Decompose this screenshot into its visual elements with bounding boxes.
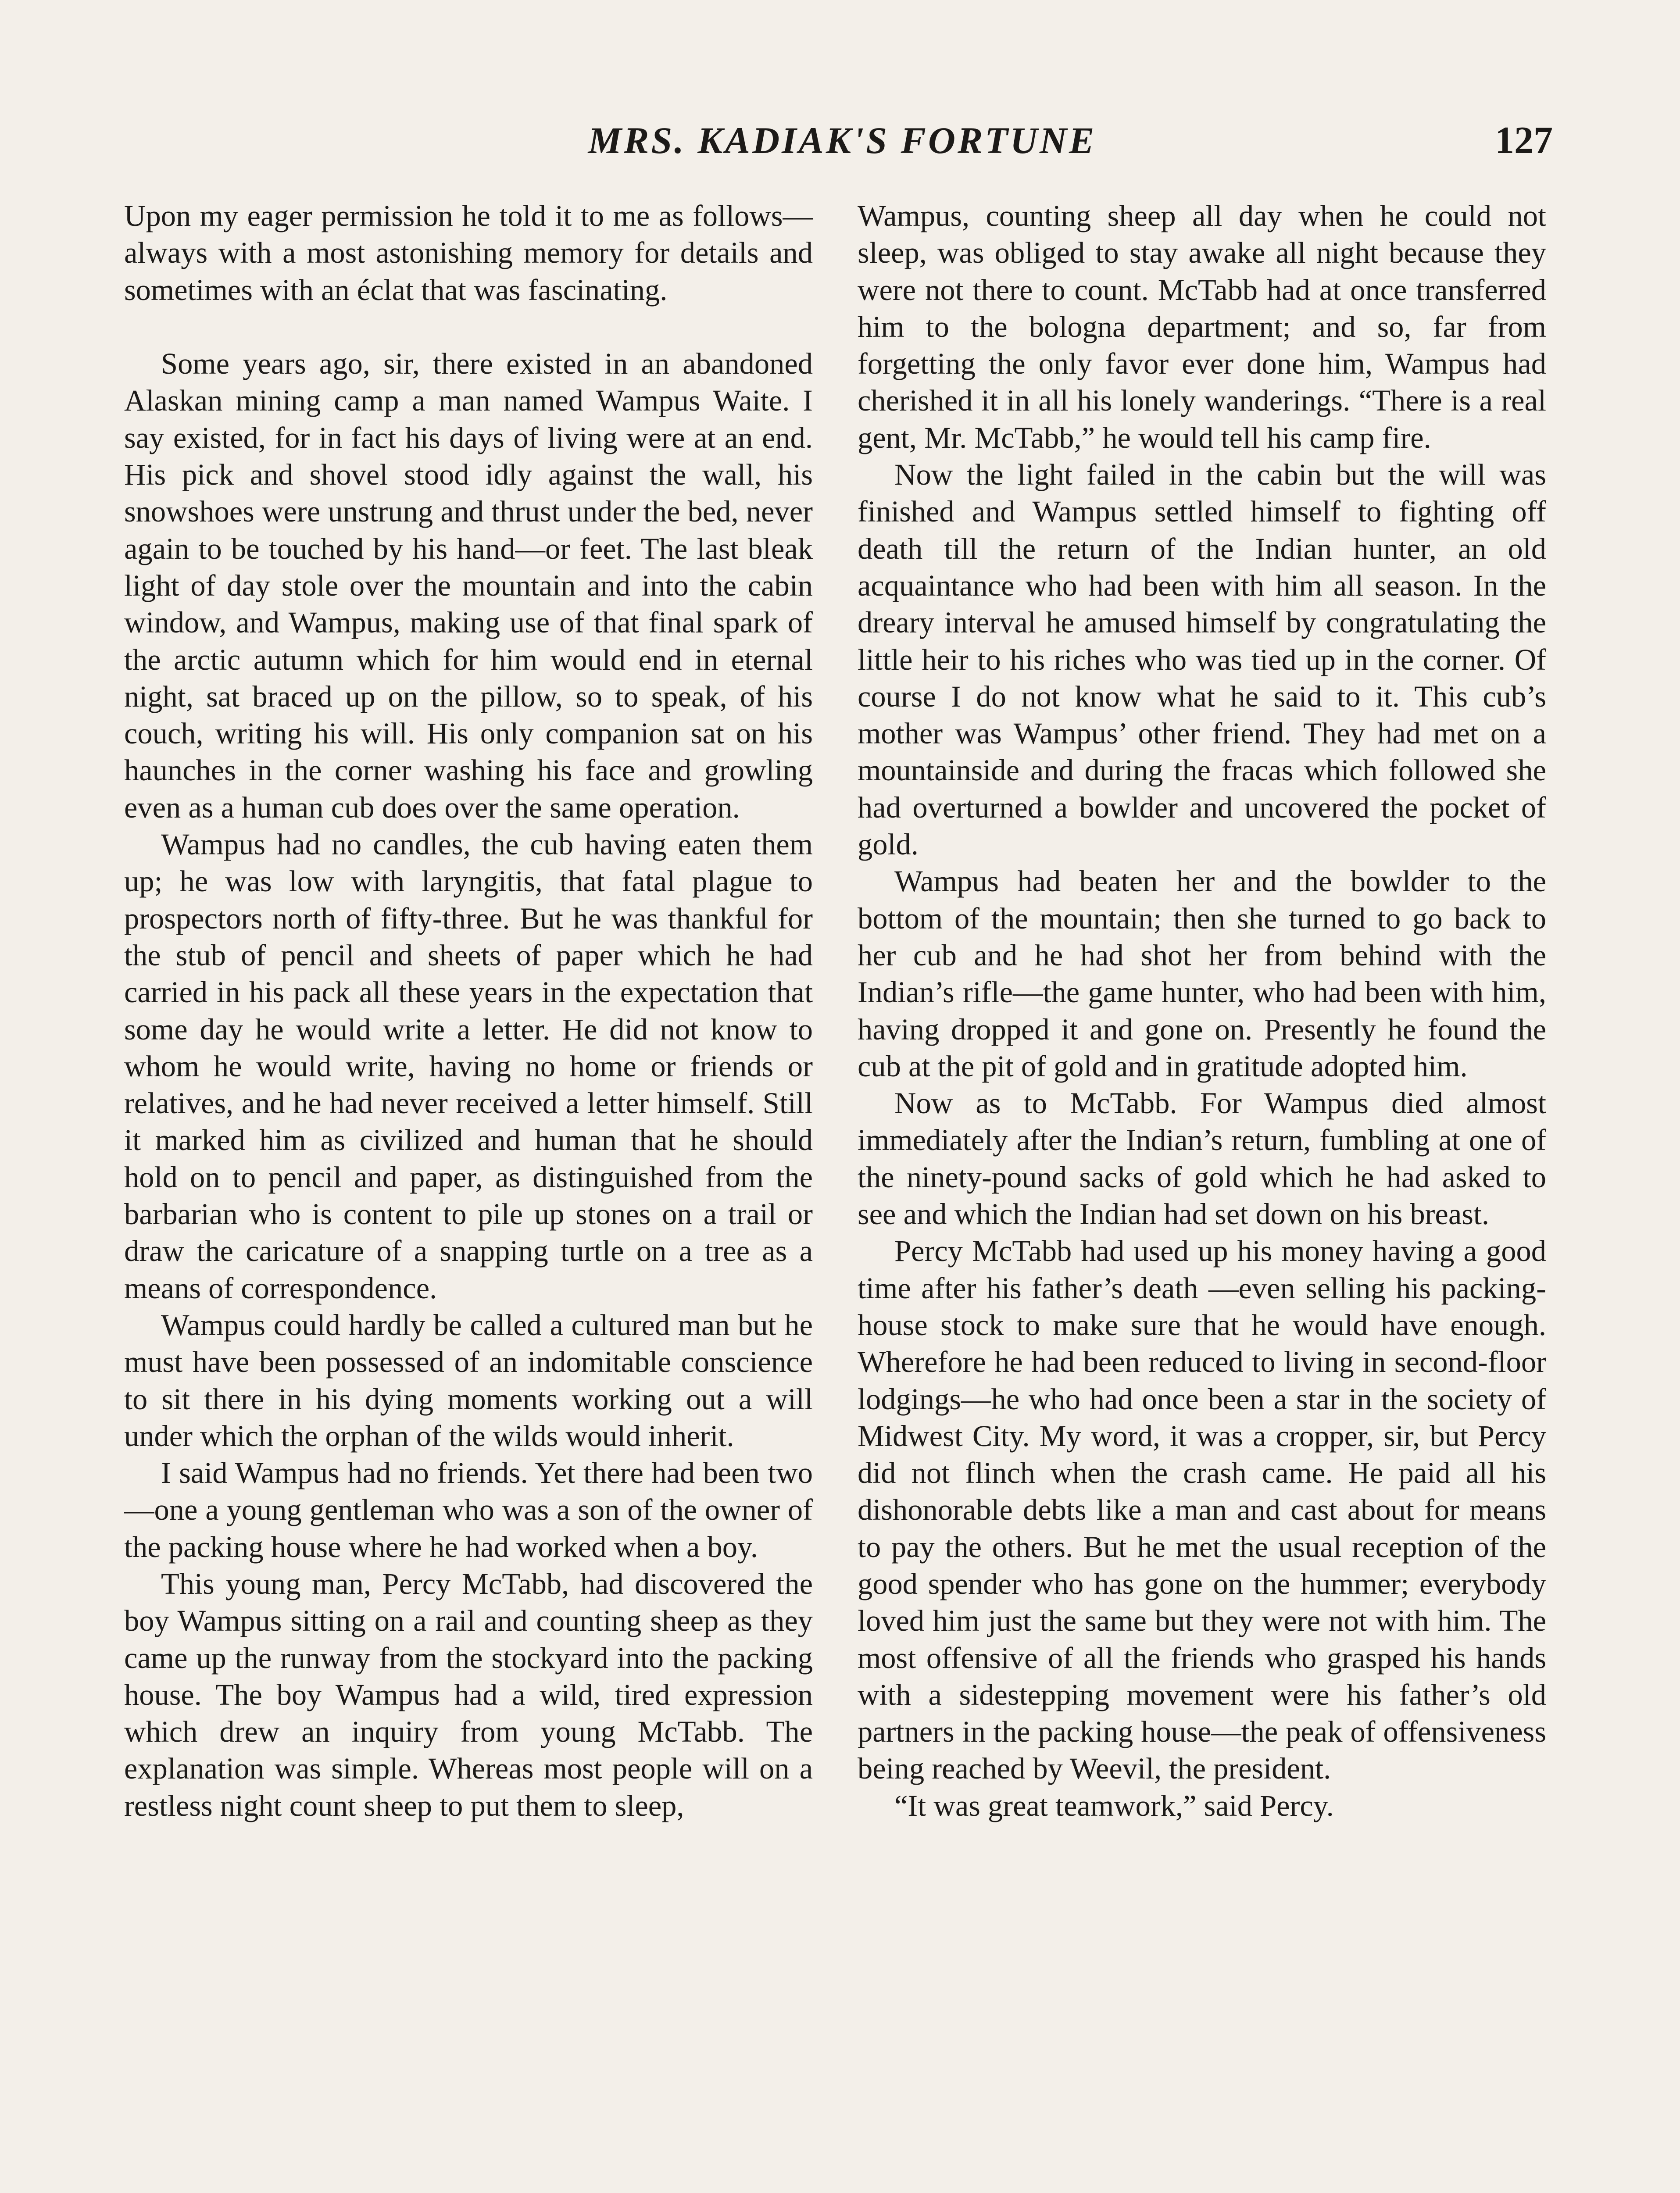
left-column [124,197,813,2193]
paragraph: Percy McTabb had used up his money having a good time after his father’s death —even selling his packing-house stock to make sure that he would have enough. Wherefore he had been reduced to living in second-floor lodgings—he who had once been a star in the society of Midwest City. My word, it was a cropper, sir, but Percy did not flinch when the crash came. He paid all his dishonorable debts like a man and cast about for means to pay the others. But he met the usual reception of the good spender who has gone on the hummer; everybody loved him just the same but they were not with him. The most offensive of all the friends who grasped his hands with a sidestepping movement were his father’s old partners in the packing house—the peak of offensiveness being reached by Weevil, the president. [858,1234,1546,1786]
paragraph: Wampus had no candles, the cub having eaten them up; he was low with laryngitis, that fatal plague to prospectors north of fifty-three. But he was thankful for the stub of pencil and sheets of paper which he had carried in his pack all these years in the expectation that some day he would write a letter. He did not know to whom he would write, having no home or friends or relatives, and he had never received a letter himself. Still it marked him as civilized and human that he should hold on to pencil and paper, as distinguished from the barbarian who is content to pile up stones on a trail or draw the caricature of a snapping turtle on a tree as a means of correspondence. [124,828,813,1305]
paragraph: Wampus, counting sheep all day when he could not sleep, was obliged to stay awake all night because they were not there to count. McTabb had at once transferred him to the bologna department; and so, far from forgetting the only favor ever done him, Wampus had cherished it in all his lonely wanderings. “There is a real gent, Mr. McTabb,” he would tell his camp fire. [858,199,1546,454]
paragraph: Now the light failed in the cabin but the will was finished and Wampus settled himself to fighting off death till the return of the Indian hunter, an old acquaintance who had been with him all season. In the dreary interval he amused himself by congratulating the little heir to his riches who was tied up in the corner. Of course I do not know what he said to it. This cub’s mother was Wampus’ other friend. They had met on a mountainside and during the fracas which followed she had overturned a bowlder and uncovered the pocket of gold. [858,458,1546,861]
paragraph: I said Wampus had no friends. Yet there had been two—one a young gentleman who was a son of the owner of the packing house where he had worked when a boy. [124,1456,813,1564]
running-title: MRS. KADIAK'S FORTUNE [588,119,1097,161]
paragraph: Now as to McTabb. For Wampus died almost immediately after the Indian’s return, fumbling at one of the ninety-pound sacks of gold which he had asked to see and which the Indian had set down on his breast. [858,1086,1546,1231]
paragraph: This young man, Percy McTabb, had discovered the boy Wampus sitting on a rail and counting sheep as they came up the runway from the stockyard into the packing house. The boy Wampus had a wild, tired expression which drew an inquiry from young McTabb. The explanation was simple. Whereas most people will on a restless night count sheep to put them to sleep, [124,1567,813,1822]
paragraph: “It was great teamwork,” said Percy. [894,1789,1334,1822]
paragraph: Upon my eager permission he told it to me as follows—always with a most astonishing memory for details and sometimes with an éclat that was fascinating. [124,199,813,307]
paragraph: Some years ago, sir, there existed in an abandoned Alaskan mining camp a man named Wampus Waite. I say existed, for in fact his days of living were at an end. His pick and shovel stood idly against the wall, his snowshoes were unstrung and thrust under the bed, never again to be touched by his hand—or feet. The last bleak light of day stole over the mountain and into the cabin window, and Wampus, making use of that final spark of the arctic autumn which for him would end in eternal night, sat braced up on the pillow, so to speak, of his couch, writing his will. His only companion sat on his haunches in the corner washing his face and growling even as a human cub does over the same operation. [124,347,813,824]
running-head [127,118,1557,167]
paragraph: Wampus had beaten her and the bowlder to the bottom of the mountain; then she turned to go back to her cub and he had shot her from behind with the Indian’s rifle—the game hunter, who had been with him, having dropped it and gone on. Presently he found the cub at the pit of gold and in gratitude adopted him. [858,864,1546,1083]
page-number: 127 [1495,119,1553,162]
right-column [858,197,1546,2193]
paragraph: Wampus could hardly be called a cultured man but he must have been possessed of an indomitable conscience to sit there in his dying moments working out a will under which the orphan of the wilds would inherit. [124,1308,813,1453]
